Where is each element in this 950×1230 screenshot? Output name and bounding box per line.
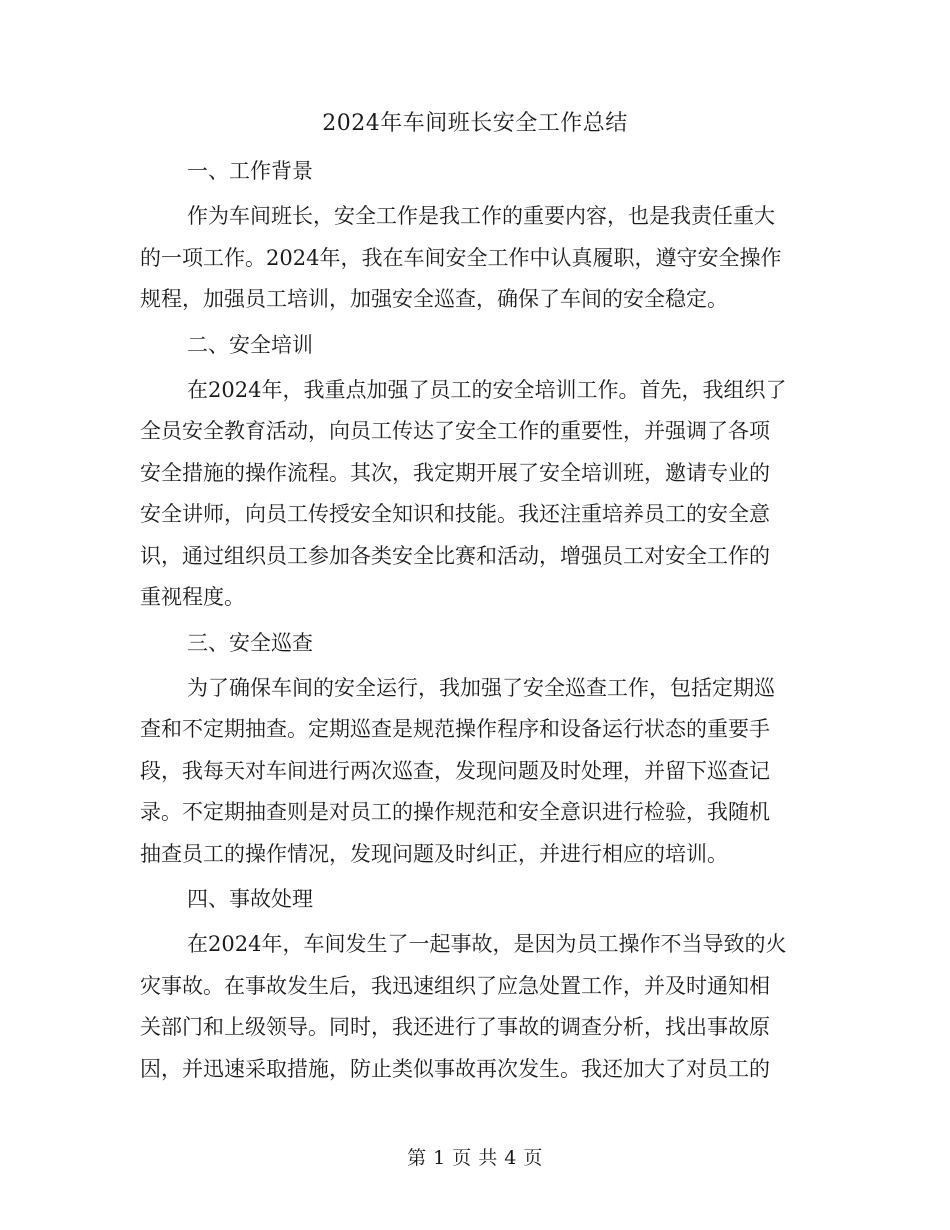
section-paragraph-training: [140, 370, 810, 619]
paragraph-line: 录。不定期抽查则是对员工的操作规范和安全意识进行检验，我随机: [140, 800, 770, 824]
paragraph-line: 重视程度。: [140, 585, 245, 609]
section-heading-inspection: 三、安全巡查: [187, 630, 313, 655]
paragraph-line: 全员安全教育活动，向员工传达了安全工作的重要性，并强调了各项: [140, 419, 770, 443]
document-title: 2024年车间班长安全工作总结: [322, 111, 628, 136]
section-paragraph-accident: [140, 924, 810, 1090]
paragraph-line: 灾事故。在事故发生后，我迅速组织了应急处置工作，并及时通知相: [140, 973, 770, 998]
paragraph-line: 段，我每天对车间进行两次巡查，发现问题及时处理，并留下巡查记: [140, 758, 770, 783]
section-paragraph-inspection: [140, 668, 810, 876]
paragraph-line: 在2024年，车间发生了一起事故，是因为员工操作不当导致的火: [187, 932, 787, 956]
paragraph-line: 作为车间班长，安全工作是我工作的重要内容，也是我责任重大: [187, 204, 775, 228]
paragraph-line: 查和不定期抽查。定期巡查是规范操作程序和设备运行状态的重要手: [140, 717, 770, 741]
paragraph-line: 为了确保车间的安全运行，我加强了安全巡查工作，包括定期巡: [187, 675, 775, 700]
section-heading-accident: 四、事故处理: [187, 887, 313, 911]
paragraph-line: 安全措施的操作流程。其次，我定期开展了安全培训班，邀请专业的: [140, 460, 770, 485]
paragraph-line: 在2024年，我重点加强了员工的安全培训工作。首先，我组织了: [187, 377, 787, 402]
paragraph-line: 抽查员工的操作情况，发现问题及时纠正，并进行相应的培训。: [140, 841, 728, 866]
paragraph-line: 的一项工作。2024年，我在车间安全工作中认真履职，遵守安全操作: [140, 245, 782, 270]
paragraph-line: 关部门和上级领导。同时，我还进行了事故的调查分析，找出事故原: [140, 1015, 770, 1039]
paragraph-line: 因，并迅速采取措施，防止类似事故再次发生。我还加大了对员工的: [140, 1056, 770, 1081]
section-heading-background: 一、工作背景: [187, 159, 313, 183]
paragraph-line: 识，通过组织员工参加各类安全比赛和活动，增强员工对安全工作的: [140, 543, 770, 568]
document-body: [140, 152, 810, 1095]
paragraph-line: 规程，加强员工培训，加强安全巡查，确保了车间的安全稳定。: [140, 287, 728, 311]
page-footer: 第 1 页 共 4 页: [407, 1147, 543, 1169]
section-heading-training: 二、安全培训: [187, 332, 313, 357]
paragraph-line: 安全讲师，向员工传授安全知识和技能。我还注重培养员工的安全意: [140, 502, 770, 526]
section-paragraph-background: [140, 196, 810, 321]
